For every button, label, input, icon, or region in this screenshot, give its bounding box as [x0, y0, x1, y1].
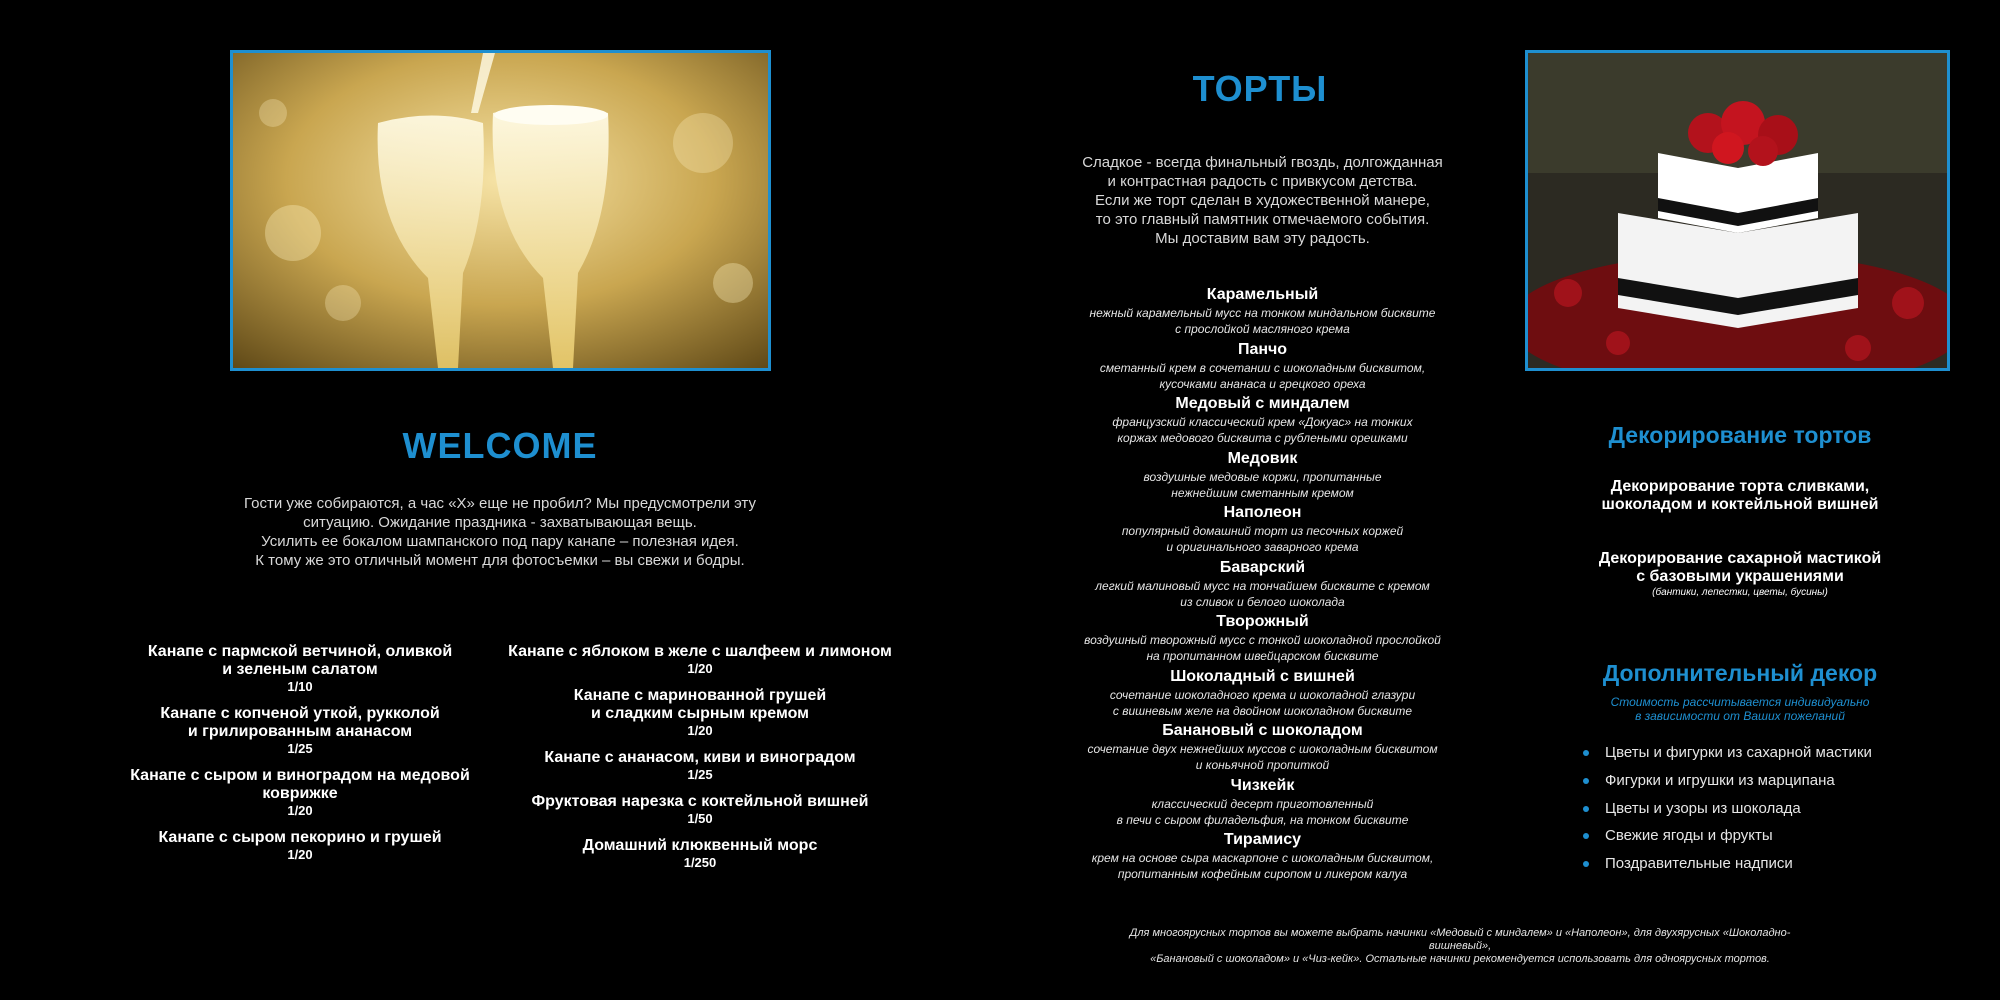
cake-item — [1040, 394, 1485, 449]
cake-photo — [1525, 50, 1950, 371]
canape-name: Канапе с яблоком в желе с шалфеем и лимоном — [508, 643, 892, 660]
cake-description: воздушные медовые коржи, пропитанные нежнейшим сметанным кремом — [1143, 469, 1382, 500]
decoration-item-name: Декорирование сахарной мастикой с базовыми украшениями — [1598, 550, 1882, 585]
canape-item — [490, 749, 910, 782]
decoration-item-note: (бантики, лепестки, цветы, бусины) — [1652, 587, 1828, 598]
cake-description: сметанный крем в сочетании с шоколадным бисквитом, кусочками ананаса и грецкого ореха — [1099, 360, 1426, 391]
canape-quantity: 1/10 — [287, 679, 313, 694]
extra-decor-item: Свежие ягоды и фрукты — [1580, 827, 1940, 855]
canape-name: Канапе с сыром и виноградом на медовой коврижке — [130, 767, 470, 802]
canape-quantity: 1/25 — [287, 741, 313, 756]
cake-description: нежный карамельный мусс на тонком миндальном бисквите с прослойкой масляного крема — [1089, 306, 1436, 336]
cake-name: Тирамису — [1223, 831, 1302, 848]
canape-list-left — [120, 643, 480, 873]
canape-quantity: 1/250 — [683, 855, 717, 870]
cake-item — [1040, 721, 1485, 776]
canape-item — [120, 829, 480, 862]
cake-item — [1040, 776, 1485, 831]
decoration-title: Декорирование тортов — [1608, 422, 1872, 448]
cakes-intro-text: Сладкое - всегда финальный гвоздь, долгожданная и контрастная радость с привкусом детства. Если же торт сделан в художественной манере, то это главный памятник отмечаемого события. Мы доставим вам эту радость. — [1082, 154, 1443, 247]
cake-name: Баварский — [1219, 558, 1306, 576]
extra-decor-list — [1580, 744, 1940, 883]
cake-item — [1040, 558, 1485, 613]
canape-name: Канапе с сыром пекорино и грушей — [158, 829, 442, 846]
canape-item — [120, 767, 480, 818]
cake-item — [1040, 830, 1485, 885]
cake-item — [1040, 612, 1485, 667]
cakes-title: ТОРТЫ — [1192, 68, 1328, 109]
cake-name: Панчо — [1237, 340, 1288, 358]
cake-item — [1040, 340, 1485, 395]
extra-decor-item: Фигурки и игрушки из марципана — [1580, 772, 1940, 800]
cake-description: воздушный творожный мусс с тонкой шоколадной прослойкой на пропитанном швейцарском бисквите — [1084, 633, 1441, 663]
decoration-item — [1560, 550, 1920, 600]
cake-name: Чизкейк — [1230, 776, 1295, 794]
cake-list — [1040, 285, 1485, 885]
canape-item — [490, 793, 910, 826]
welcome-intro-text: Гости уже собираются, а час «Х» еще не пробил? Мы предусмотрели эту ситуацию. Ожидание праздника - захватывающая вещь. Усилить ее бокалом шампанского под пару канапе – полезная идея. К тому же это отличный момент для фотосъемки – вы свежи и бодры. — [244, 495, 756, 569]
extra-decor-subtitle: Стоимость рассчитывается индивидуально в зависимости от Ваших пожеланий — [1610, 695, 1870, 723]
cake-description: классический десерт приготовленный в печи с сыром филадельфия, на тонком бисквите — [1116, 796, 1409, 827]
cake-name: Творожный — [1216, 613, 1309, 630]
cake-name: Медовый с миндалем — [1175, 395, 1350, 412]
cake-description: сочетание шоколадного крема и шоколадной глазури с вишневым желе на двойном шоколадном бисквите — [1109, 687, 1416, 718]
canape-quantity: 1/25 — [687, 767, 713, 782]
canape-name: Канапе с маринованной грушей и сладким сырным кремом — [573, 687, 827, 722]
canape-name: Домашний клюквенный морс — [582, 837, 818, 854]
canape-quantity: 1/20 — [287, 803, 313, 818]
extra-decor-item: Цветы и фигурки из сахарной мастики — [1580, 744, 1940, 772]
cakes-footnote: Для многоярусных тортов вы можете выбрать начинки «Медовый с миндалем» и «Наполеон», для двухярусных «Шоколадно-вишневый», «Банановый с шоколадом» и «Чиз-кейк». Остальные начинки рекомендуется использовать для одноярусных тортов. — [1129, 927, 1791, 965]
cake-description: популярный домашний торт из песочных коржей и оригинального заварного крема — [1121, 524, 1404, 554]
canape-quantity: 1/20 — [287, 847, 313, 862]
extra-decor-item: Цветы и узоры из шоколада — [1580, 800, 1940, 828]
cake-name: Шоколадный с вишней — [1170, 667, 1355, 685]
canape-item — [490, 837, 910, 870]
cake-item — [1040, 449, 1485, 504]
decoration-item-name: Декорирование торта сливками, шоколадом и коктейльной вишней — [1601, 478, 1879, 513]
canape-name: Канапе с ананасом, киви и виноградом — [544, 749, 856, 766]
decoration-item — [1560, 478, 1920, 514]
cake-description: французский классический крем «Докуас» на тонких коржах медового бисквита с рублеными орешками — [1112, 415, 1413, 445]
canape-item — [490, 687, 910, 738]
canape-item — [120, 705, 480, 756]
cake-name: Медовик — [1227, 449, 1298, 467]
extra-decor-item: Поздравительные надписи — [1580, 855, 1940, 883]
champagne-photo — [230, 50, 771, 371]
canape-item — [490, 643, 910, 676]
cake-item — [1040, 285, 1485, 340]
extra-decor-title: Дополнительный декор — [1602, 660, 1878, 686]
canape-name: Канапе с пармской ветчиной, оливкой и зеленым салатом — [147, 643, 453, 678]
canape-item — [120, 643, 480, 694]
cake-description: легкий малиновый мусс на тончайшем бисквите с кремом из сливок и белого шоколада — [1095, 578, 1430, 609]
canape-quantity: 1/20 — [687, 723, 713, 738]
cake-item — [1040, 667, 1485, 722]
canape-quantity: 1/20 — [687, 661, 713, 676]
welcome-title: WELCOME — [402, 425, 598, 466]
cake-name: Карамельный — [1206, 286, 1319, 303]
cake-description: крем на основе сыра маскарпоне с шоколадным бисквитом, пропитанным кофейным сиропом и ликером калуа — [1091, 851, 1434, 881]
cake-item — [1040, 503, 1485, 558]
canape-quantity: 1/50 — [687, 811, 713, 826]
cake-description: сочетание двух нежнейших муссов с шоколадным бисквитом и коньячной пропиткой — [1087, 742, 1438, 772]
canape-name: Фруктовая нарезка с коктейльной вишней — [531, 793, 869, 810]
canape-list-right — [490, 643, 910, 881]
canape-name: Канапе с копченой уткой, рукколой и грилированным ананасом — [160, 705, 440, 740]
cake-name: Банановый с шоколадом — [1162, 722, 1363, 739]
cake-name: Наполеон — [1223, 504, 1302, 521]
